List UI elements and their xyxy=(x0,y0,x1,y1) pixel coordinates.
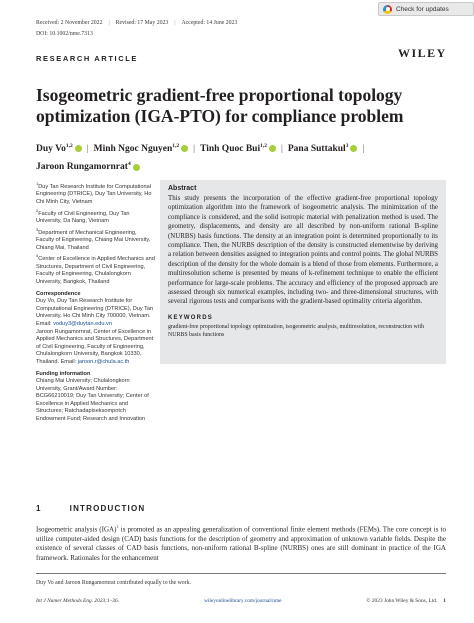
affiliation: $^3$Department of Mechanical Engineering, Faculty of Engineering, Chiang Mai University, Chiang Mai, Thailand xyxy=(36,226,151,251)
section-number: 1 xyxy=(36,504,42,513)
affiliation: $^4$Center of Excellence in Applied Mechanics and Structures, Department of Civil Engineering, Faculty of Engineering, Chulalongkorn University, Bangkok, Thailand xyxy=(36,253,155,285)
article-dates xyxy=(36,20,237,26)
page-number: 1 xyxy=(443,598,446,604)
orcid-icon[interactable] xyxy=(133,164,140,171)
affiliations-column xyxy=(36,180,156,424)
correspondence-heading: Correspondence xyxy=(36,290,81,297)
check-for-updates-label: Check for updates xyxy=(396,5,449,13)
doi: DOI: 10.1002/nme.7313 xyxy=(36,31,93,37)
author[interactable]: Jaroon Rungamornrat$^4$ xyxy=(36,162,140,172)
citation-link[interactable]: 1 xyxy=(116,524,119,529)
orcid-icon[interactable] xyxy=(181,145,188,152)
keywords-heading: KEYWORDS xyxy=(168,314,213,321)
page-footer xyxy=(36,598,446,604)
author-list: Duy Vo$^{1,2}$ | Minh Ngoc Nguyen$^{1,2}$ | Tinh Quoc Bui$^{1,2}$ | Pana Suttakul$^3$ | Jaroon Rungamornrat$^4$ xyxy=(36,143,365,173)
footnote-rule xyxy=(36,573,446,574)
author[interactable]: Duy Vo$^{1,2}$ xyxy=(36,144,82,154)
section-heading xyxy=(36,504,145,513)
copyright: © 2023 John Wiley & Sons, Ltd. xyxy=(366,598,438,604)
revised-date: Revised: 17 May 2023 xyxy=(115,20,169,26)
publisher-logo: WILEY xyxy=(398,46,447,60)
keywords-list: gradient-free proportional topology optimization, isogeometric analysis, multiresolution, reconstruction with NURBS basis functions xyxy=(168,323,425,338)
paper-title: Isogeometric gradient-free proportional topology optimization (IGA-PTO) for compliance problem xyxy=(36,85,404,126)
affiliation: $^2$Faculty of Civil Engineering, Duy Tan University, Da Nang, Vietnam xyxy=(36,207,130,225)
section-title: INTRODUCTION xyxy=(69,504,146,513)
orcid-icon[interactable] xyxy=(75,145,82,152)
intro-paragraph: Isogeometric analysis (IGA)$^1$ is promoted as an appealing generalization of conventional finite element methods (FEMs). The core concept is to utilize computer-aided design (CAD) basis functions for the description of geometry and approximation of unknown variable fields. Despite the existence of several classes of CAD basis functions, non-uniform rational B-spline (NURBS) ones are still dominant in practice of the IGA framework. Rationales for the enhancement xyxy=(36,524,446,562)
crossmark-icon xyxy=(383,5,392,14)
affiliation: $^1$Duy Tan Research Institute for Computational Engineering (DTRICE), Duy Tan University, Ho Chi Minh City, Vietnam xyxy=(36,181,152,206)
funding-heading: Funding information xyxy=(36,370,91,377)
abstract-body: This study presents the incorporation of the effective gradient-free proportional topology optimization algorithm into the framework of isogeometric analysis. The minimization of the compliance is considered, and the solid isotropic material with penalization method is used. The geometry, displacements, and density are all described by non-uniform rational B-spline (NURBS) basis functions. The density at an integration point is determined proportionally to its compliance. Then, the NURBS description of the density is constructed elementwise by deriving a relation between densities assigned to integration points and control points. The global NURBS description of the density for the whole domain is a blend of those from elements. Furthermore, a multiresolution scheme is presented by means of k-refinement technique to enable the efficient performance for large-scale problems. The accuracy and efficiency of the proposed approach are assessed through six numerical examples, including two- and three-dimensional structures, with several rigorous tests and comparisons with the gradient-based optimality criteria algorithm. xyxy=(168,195,438,306)
correspondence-text: Jaroon Rungamornrat, Center of Excellence in Applied Mechanics and Structures, Department of Civil Engineering, Faculty of Engineering, Chulalongkorn University, Bangkok 10330, Thailand. Email: jaroon.r@chula.ac.th xyxy=(36,328,154,365)
received-date: Received: 2 November 2022 xyxy=(36,20,103,26)
funding-text: Chiang Mai University; Chulalongkorn University, Grant/Award Number: BCG66210019; Duy Tan University; Center of Excellence in Applied Mechanics and Structures; Ratchadapiseksompotch Endowment Fund; Research and Innovation xyxy=(36,378,149,423)
author[interactable]: Minh Ngoc Nguyen$^{1,2}$ xyxy=(94,144,189,154)
author[interactable]: Pana Suttakul$^3$ xyxy=(288,144,358,154)
abstract-heading: Abstract xyxy=(168,185,197,192)
date-separator: | xyxy=(108,20,110,26)
article-type: RESEARCH ARTICLE xyxy=(36,54,138,63)
footer-right xyxy=(366,598,446,604)
journal-url[interactable]: wileyonlinelibrary.com/journal/nme xyxy=(203,598,282,604)
abstract-box xyxy=(160,180,446,364)
check-for-updates-badge[interactable] xyxy=(378,2,474,16)
email-link[interactable]: jaroon.r@chula.ac.th xyxy=(77,358,130,365)
footnote: Duy Vo and Jaroon Rungamornrat contributed equally to the work. xyxy=(36,580,191,586)
date-separator: | xyxy=(174,20,176,26)
accepted-date: Accepted: 14 June 2023 xyxy=(181,20,238,26)
orcid-icon[interactable] xyxy=(350,145,357,152)
email-link[interactable]: voduy3@duytan.edu.vn xyxy=(53,320,112,327)
orcid-icon[interactable] xyxy=(269,145,276,152)
correspondence-text: Duy Vo, Duy Tan Research Institute for Computational Engineering (DTRICE), Duy Tan University, Ho Chi Minh City 700000, Vietnam. Email: voduy3@duytan.edu.vn xyxy=(36,298,154,327)
journal-citation: Int J Numer Methods Eng. 2023;1–36. xyxy=(36,598,120,604)
author[interactable]: Tinh Quoc Bui$^{1,2}$ xyxy=(200,144,276,154)
